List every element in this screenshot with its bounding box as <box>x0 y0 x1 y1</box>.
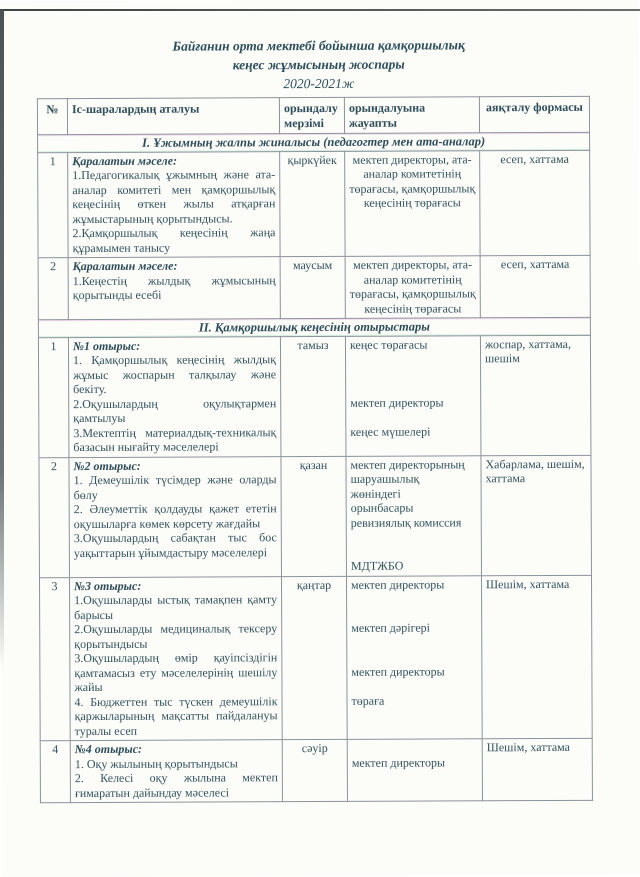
row-number-cell: 3 <box>39 577 70 741</box>
term-cell: тамыз <box>280 336 346 456</box>
activities-cell <box>68 257 280 320</box>
activity-item: 3.Мектептің материалдық-техникалық базасын нығайту мәселелері <box>73 424 277 455</box>
form-cell: есеп, хаттама <box>480 255 590 317</box>
responsible-cell: мектеп директорының шаруашылық жөніндегі орынбасары ревизиялық комиссия МДТЖБО <box>346 455 482 576</box>
row-number-cell: 4 <box>40 741 70 803</box>
activity-item: 4. Бюджеттен тыс түскен демеушілік қаржыларының мақсатты пайдалануы туралы есеп <box>74 693 278 738</box>
responsible-cell: мектеп директоры, ата-аналар комитетінің төрағасы, қамқоршылық кеңесінің төрағасы <box>345 256 480 319</box>
table-row <box>38 150 590 258</box>
activities-cell <box>69 576 282 740</box>
plan-table <box>37 96 593 803</box>
row-number-cell: 2 <box>39 457 70 577</box>
activities-cell <box>69 456 282 577</box>
section-heading: I. Ұжымның жалпы жиналысы (педагогтер мен ата-аналар) <box>38 132 590 152</box>
term-cell: қазан <box>281 456 347 576</box>
row-number-cell: 1 <box>38 337 69 457</box>
form-cell: есеп, хаттама <box>480 150 590 256</box>
responsible-cell: кеңес төрағасы мектеп директоры кеңес мүшелері <box>345 335 481 456</box>
activities-cell <box>68 151 280 257</box>
activity-item: 1. Демеушілік түсімдер және оларды бөлу <box>73 472 277 502</box>
term-cell: қыркүйек <box>280 151 345 257</box>
responsible-cell: мектеп директоры, ата-аналар комитетінің төрағасы, қамқоршылық кеңесінің төрағасы <box>345 150 480 256</box>
activity-item: 2.Оқушыларды медициналық тексеру қорытындысы <box>74 621 278 651</box>
table-row <box>40 738 592 802</box>
header-cell-number: № <box>37 99 67 135</box>
header-cell-form: аяқталу формасы <box>479 96 589 132</box>
header-cell-activities: Іс-шаралардың аталуы <box>67 98 279 135</box>
activity-heading: №1 отырыс: <box>72 338 141 353</box>
table-row <box>38 255 590 319</box>
activities-cell <box>68 336 281 457</box>
form-cell: Шешім, хаттама <box>482 738 592 800</box>
activity-heading: Қаралатын мәселе: <box>72 153 178 168</box>
activity-item: 2. Келесі оқу жылына мектеп ғимаратын дайындау мәселесі <box>74 770 278 800</box>
form-cell: жоспар, хаттама, шешім <box>480 335 591 455</box>
table-row <box>39 575 592 741</box>
table-header-row <box>37 96 589 134</box>
term-cell: сәуір <box>282 739 347 801</box>
activity-item: 1.Кеңестің жылдық жұмысының қорытынды есебі <box>72 272 276 303</box>
activity-item: 1.Педагогикалық ұжымның және ата-аналар комитеті мен қамқоршылық кеңесінің өткен жылы атқарған жұмыстарының қорытындысы. <box>72 167 276 226</box>
term-cell: маусым <box>280 256 345 318</box>
row-number-cell: 2 <box>38 258 68 320</box>
scan-edge-left <box>0 10 4 670</box>
activity-item: 1. Оқу жылының қорытындысы <box>74 755 238 771</box>
title-line: 2020-2021ж <box>283 75 355 92</box>
activity-item: 1.Оқушыларды ыстық тамақпен қамту барысы <box>74 592 278 622</box>
table-row <box>38 335 591 457</box>
section-heading: II. Қамқоршылық кеңесінің отырыстары <box>38 317 590 337</box>
title-line: кеңес жұмысының жоспары <box>232 56 405 73</box>
activity-heading: №4 отырыс: <box>74 741 143 757</box>
activity-item: 2.Оқушылардың оқулықтармен қамтылуы <box>73 395 277 426</box>
title-line: Байғанин орта мектебі бойынша қамқоршылық <box>172 37 465 54</box>
table-body <box>38 132 593 802</box>
form-cell: Шешім, хаттама <box>481 575 592 739</box>
form-cell: Хабарлама, шешім, хаттама <box>481 455 592 575</box>
header-cell-responsible: орындалуына жауапты <box>344 97 479 134</box>
page-title <box>0 35 639 95</box>
row-number-cell: 1 <box>38 152 68 258</box>
term-cell: қаңтар <box>281 576 347 740</box>
activities-cell <box>70 740 282 803</box>
activity-heading: №2 отырыс: <box>73 458 141 473</box>
responsible-cell: мектеп директоры <box>347 739 482 802</box>
activity-item: 2.Қамқоршылық кеңесінің жаңа құрамымен танысу <box>72 225 276 255</box>
scan-edge-top <box>0 9 640 11</box>
activity-item: 3.Оқушылардың өмір қауіпсіздігін қамтамасыз ету мәселелерінің шешілу жайы <box>74 650 278 695</box>
responsible-cell: мектеп директоры мектеп дәрігері мектеп директоры төраға <box>346 575 482 739</box>
activity-heading: №3 отырыс: <box>73 578 142 593</box>
activity-heading: Қаралатын мәселе: <box>72 258 178 274</box>
table-row <box>39 455 592 577</box>
header-cell-term: орындалу мерзімі <box>279 97 344 133</box>
activity-item: 3.Оқушылардың сабақтан тыс бос уақыттарын ұйымдастыру мәселелері <box>73 530 277 560</box>
activity-item: 1. Қамқоршылық кеңесінің жылдық жұмыс жоспарын талқылау және бекіту. <box>73 352 277 397</box>
activity-item: 2. Әлеуметтік қолдауды қажет ететін оқушыларға көмек көрсету жағдайы <box>73 501 277 531</box>
